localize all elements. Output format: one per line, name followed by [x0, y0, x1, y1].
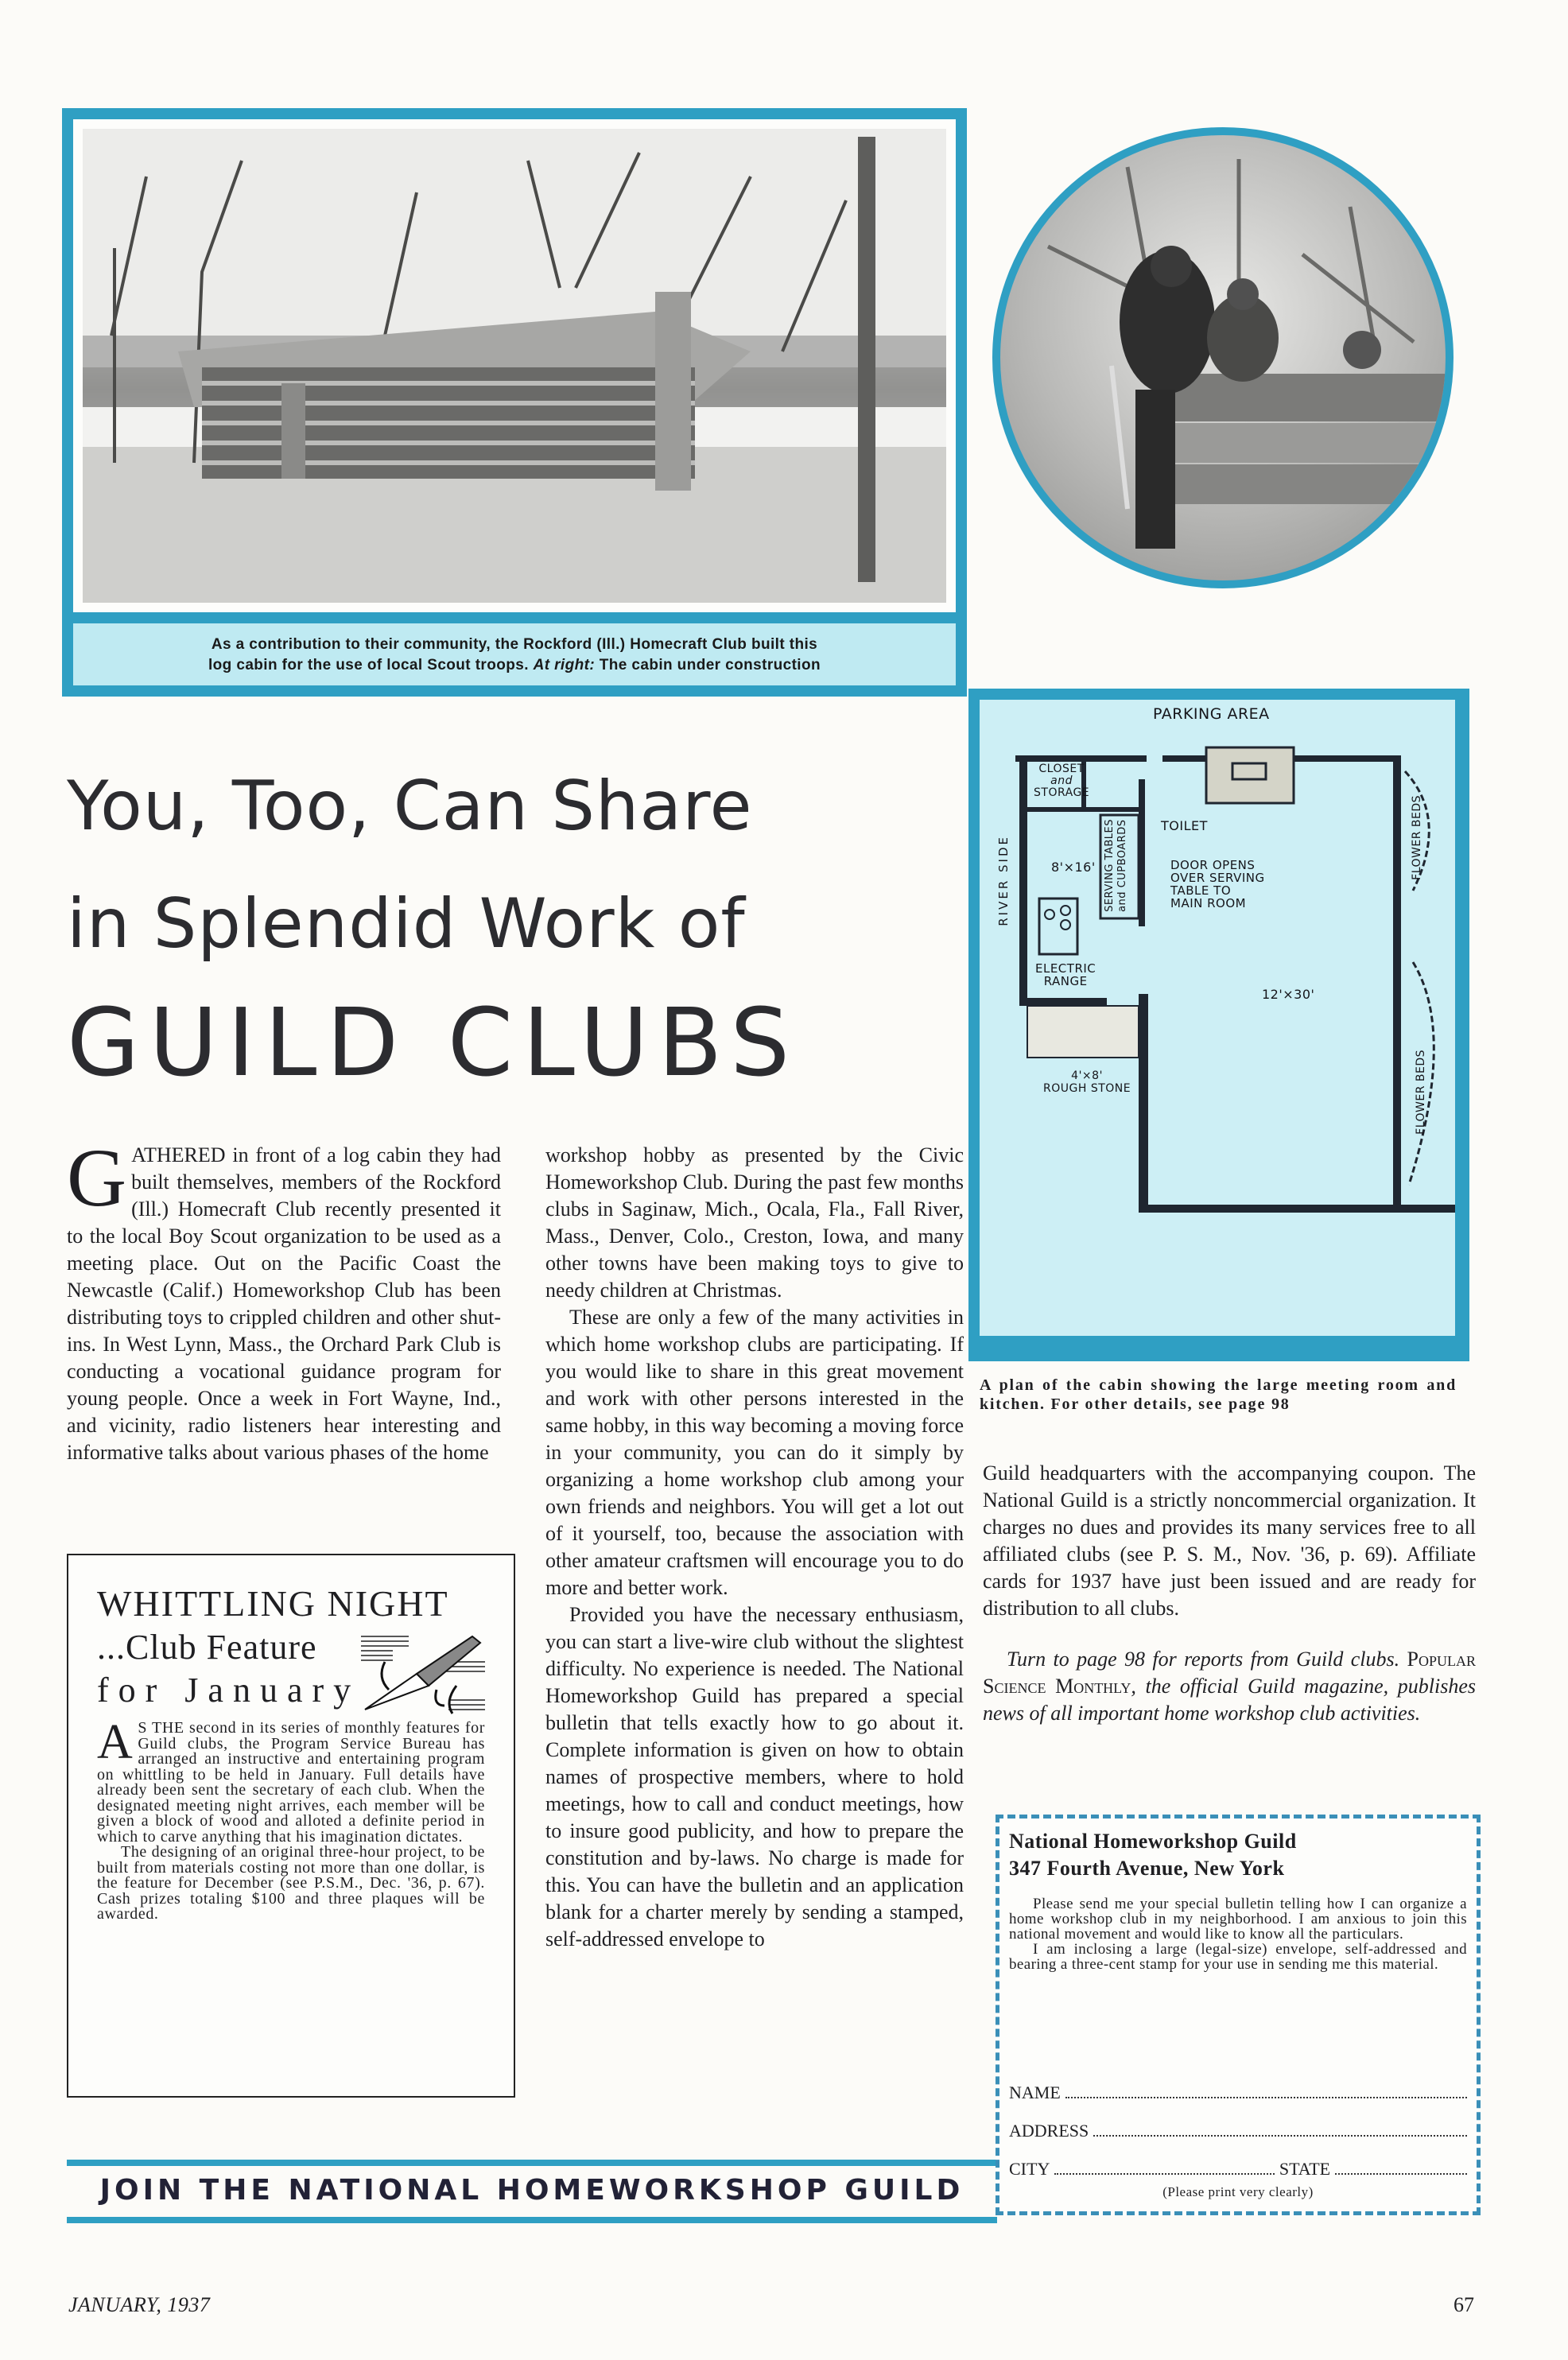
banner-rule-top	[67, 2160, 997, 2166]
article-paragraph-1: ATHERED in front of a log cabin they had built themselves, members of the Rockford (Ill.) Homecraft Club recently presented it to the local Boy Scout organization to be used as a meeting place. Out on the Pacific Coast the Newcastle (Calif.) Homeworkshop Club has been distributing toys to crippled children and other shut-ins. In West Lynn, Mass., the Orchard Park Club is conducting a vocational guidance program for young people. Once a week in Fort Wayne, Ind., and vicinity, radio listeners hear interesting and informative talks about various phases of the home	[67, 1143, 501, 1464]
plan-closet-text: CLOSET	[1038, 763, 1085, 775]
article-column-3	[983, 1460, 1476, 1727]
plan-kitchen-size: 8'×16'	[1051, 860, 1096, 875]
name-input-line[interactable]	[1065, 2084, 1467, 2098]
cabin-photo-panel	[62, 108, 967, 697]
plan-stone-label	[1043, 1069, 1131, 1095]
join-guild-banner	[67, 2160, 997, 2223]
drop-cap: G	[67, 1132, 127, 1224]
whittling-title: WHITTLING NIGHT	[97, 1583, 449, 1624]
log-cabin-image-icon	[83, 129, 946, 603]
coupon-body	[1009, 1896, 1467, 1972]
whittling-drop-cap: A	[97, 1715, 134, 1769]
construction-photo	[992, 127, 1454, 588]
cabin-photo-frame	[73, 119, 956, 612]
membership-coupon[interactable]	[996, 1815, 1481, 2215]
plan-range-1: ELECTRIC	[1035, 961, 1096, 976]
address-label: ADDRESS	[1009, 2121, 1089, 2141]
plan-cupboards-text: and CUPBOARDS	[1116, 819, 1128, 912]
whittling-subtitle-1: ...Club Feature	[97, 1628, 317, 1667]
caption-line-2-end: The cabin under construction	[595, 657, 821, 673]
plan-serving-text: SERVING TABLES	[1104, 819, 1116, 912]
address-input-line[interactable]	[1093, 2122, 1467, 2137]
state-input-line[interactable]	[1335, 2160, 1467, 2175]
caption-line-1: As a contribution to their community, the Rockford (Ill.) Homecraft Club built this	[211, 636, 818, 653]
plan-range-label	[1035, 962, 1096, 988]
title-line-2: in Splendid Work of	[67, 884, 746, 964]
coupon-print-note: (Please print very clearly)	[1162, 2184, 1314, 2199]
name-label: NAME	[1009, 2082, 1061, 2102]
plan-door-note-1: DOOR OPENS	[1170, 858, 1256, 872]
whittling-knife-icon	[361, 1630, 485, 1718]
magazine-name: Popular Science Monthly	[983, 1648, 1476, 1698]
cabin-plan-panel	[968, 689, 1469, 1361]
plan-parking-label: PARKING AREA	[1153, 705, 1270, 723]
article-paragraph-3: Provided you have the necessary enthusiasm, you can start a live-wire club without the slightest difficulty. No experience is needed. The National Homeworkshop Guild has prepared a special bulletin that tells exactly how to go about it. Complete information is given on how to obtain names of prospective members, where to hold meetings, how to call and conduct meetings, how to insure good publicity, and how to prepare the constitution and by-laws. No charge is made for this. You can have the bulletin and an application blank for a charter merely by sending a stamped, self-addressed envelope to	[545, 1603, 964, 1950]
state-label: STATE	[1279, 2159, 1331, 2179]
coupon-paragraph-2: I am inclosing a large (legal-size) envelope, self-addressed and bearing a three-cent stamp for your use in sending me this material.	[1009, 1941, 1467, 1973]
coupon-org-name: National Homeworkshop Guild	[1009, 1830, 1297, 1853]
name-field[interactable]	[1009, 2082, 1467, 2103]
whittling-night-box	[67, 1554, 515, 2098]
city-label: CITY	[1009, 2159, 1050, 2179]
banner-text: JOIN THE NATIONAL HOMEWORKSHOP GUILD	[99, 2174, 964, 2207]
plan-stone-text: ROUGH STONE	[1043, 1082, 1131, 1095]
title-line-1: You, Too, Can Share	[67, 767, 753, 846]
article-paragraph-3-cont: Guild headquarters with the accompanying coupon. The National Guild is a strictly noncommercial organization. It charges no dues and provides its many services free to all affiliated clubs (see P. S. M., Nov. '36, p. 69). Affiliate cards for 1937 have just been issued and are ready for distribution to all clubs.	[983, 1461, 1476, 1620]
article-paragraph-2: These are only a few of the many activities in which home workshop clubs are participating. If you would like to share in this great movement and work with other persons interested in the same hobby, in this way becoming a moving force in your community, you can do it simply by organizing a home workshop club among your own friends and neighbors. You will get a lot out of it yourself, too, because the association with other amateur craftsmen will encourage you to do more and better work.	[545, 1306, 964, 1599]
address-field[interactable]	[1009, 2121, 1467, 2141]
plan-toilet-label: TOILET	[1161, 818, 1208, 833]
guild-note-part-2: , the official Guild magazine, publishes news of all important home workshop club activities.	[983, 1675, 1476, 1725]
article-column-2	[545, 1142, 964, 1953]
banner-rule-bottom	[67, 2217, 997, 2223]
plan-door-note	[1170, 859, 1265, 910]
caption-line-2: log cabin for the use of local Scout troops.	[208, 657, 534, 673]
construction-image-icon	[1000, 135, 1446, 580]
caption-at-right: At right:	[533, 657, 596, 673]
city-input-line[interactable]	[1054, 2160, 1275, 2175]
plan-main-room-size: 12'×30'	[1262, 987, 1315, 1002]
title-line-3: GUILD CLUBS	[67, 988, 800, 1097]
plan-closet-and: and	[1050, 774, 1073, 787]
plan-flower-beds-2: FLOWER BEDS	[1415, 1050, 1427, 1135]
guild-note-part-1: Turn to page 98 for reports from Guild clubs.	[1007, 1648, 1407, 1671]
plan-storage-text: STORAGE	[1034, 786, 1090, 799]
plan-closet-label	[1034, 763, 1089, 799]
plan-door-note-3: TABLE TO	[1170, 883, 1232, 898]
cabin-floor-plan	[980, 700, 1455, 1336]
cabin-photo	[83, 129, 946, 603]
coupon-address: 347 Fourth Avenue, New York	[1009, 1857, 1285, 1880]
cabin-photo-caption	[73, 623, 956, 685]
issue-date: JANUARY, 1937	[68, 2293, 211, 2316]
plan-serving-label	[1104, 819, 1129, 912]
guild-note	[983, 1646, 1476, 1727]
whittling-subtitle-2: for January	[97, 1671, 361, 1710]
page-title	[67, 747, 941, 1102]
plan-river-side-label: RIVER SIDE	[996, 835, 1011, 926]
plan-door-note-4: MAIN ROOM	[1170, 896, 1247, 910]
whittling-paragraph-1: S THE second in its series of monthly features for Guild clubs, the Program Service Bureau has arranged an instructive and entertaining program on whittling to be held in January. Full details have already been sent the secretary of each club. When the designated meeting night arrives, each member will be given a block of wood and alloted a definite period in which to carve anything that his imagination dictates.	[97, 1719, 485, 1846]
whittling-paragraph-2: The designing of an original three-hour project, to be built from materials costing not more than one dollar, is the feature for December (see P.S.M., Dec. '36, p. 67). Cash prizes totaling $100 and three plaques will be awarded.	[97, 1843, 485, 1923]
plan-range-2: RANGE	[1043, 974, 1088, 988]
article-paragraph-1-cont: workshop hobby as presented by the Civic Homeworkshop Club. During the past few months clubs in Saginaw, Mich., Ocala, Fla., Fall River, Mass., Denver, Colo., Creston, Iowa, and many other towns have been making toys to give to needy children at Christmas.	[545, 1143, 964, 1302]
plan-door-note-2: OVER SERVING	[1170, 871, 1265, 885]
whittling-body	[97, 1715, 485, 1923]
coupon-paragraph-1: Please send me your special bulletin telling how I can organize a home workshop club in my neighborhood. I am anxious to join this national movement and would like to know all the particulars.	[1009, 1896, 1467, 1943]
plan-stone-size: 4'×8'	[1071, 1069, 1103, 1082]
article-column-1	[67, 1132, 501, 1466]
city-state-field[interactable]	[1009, 2159, 1467, 2180]
plan-flower-beds-1: FLOWER BEDS	[1411, 795, 1423, 880]
page-number: 67	[1454, 2293, 1474, 2316]
plan-caption: A plan of the cabin showing the large meeting room and kitchen. For other details, see page 98	[980, 1376, 1457, 1413]
